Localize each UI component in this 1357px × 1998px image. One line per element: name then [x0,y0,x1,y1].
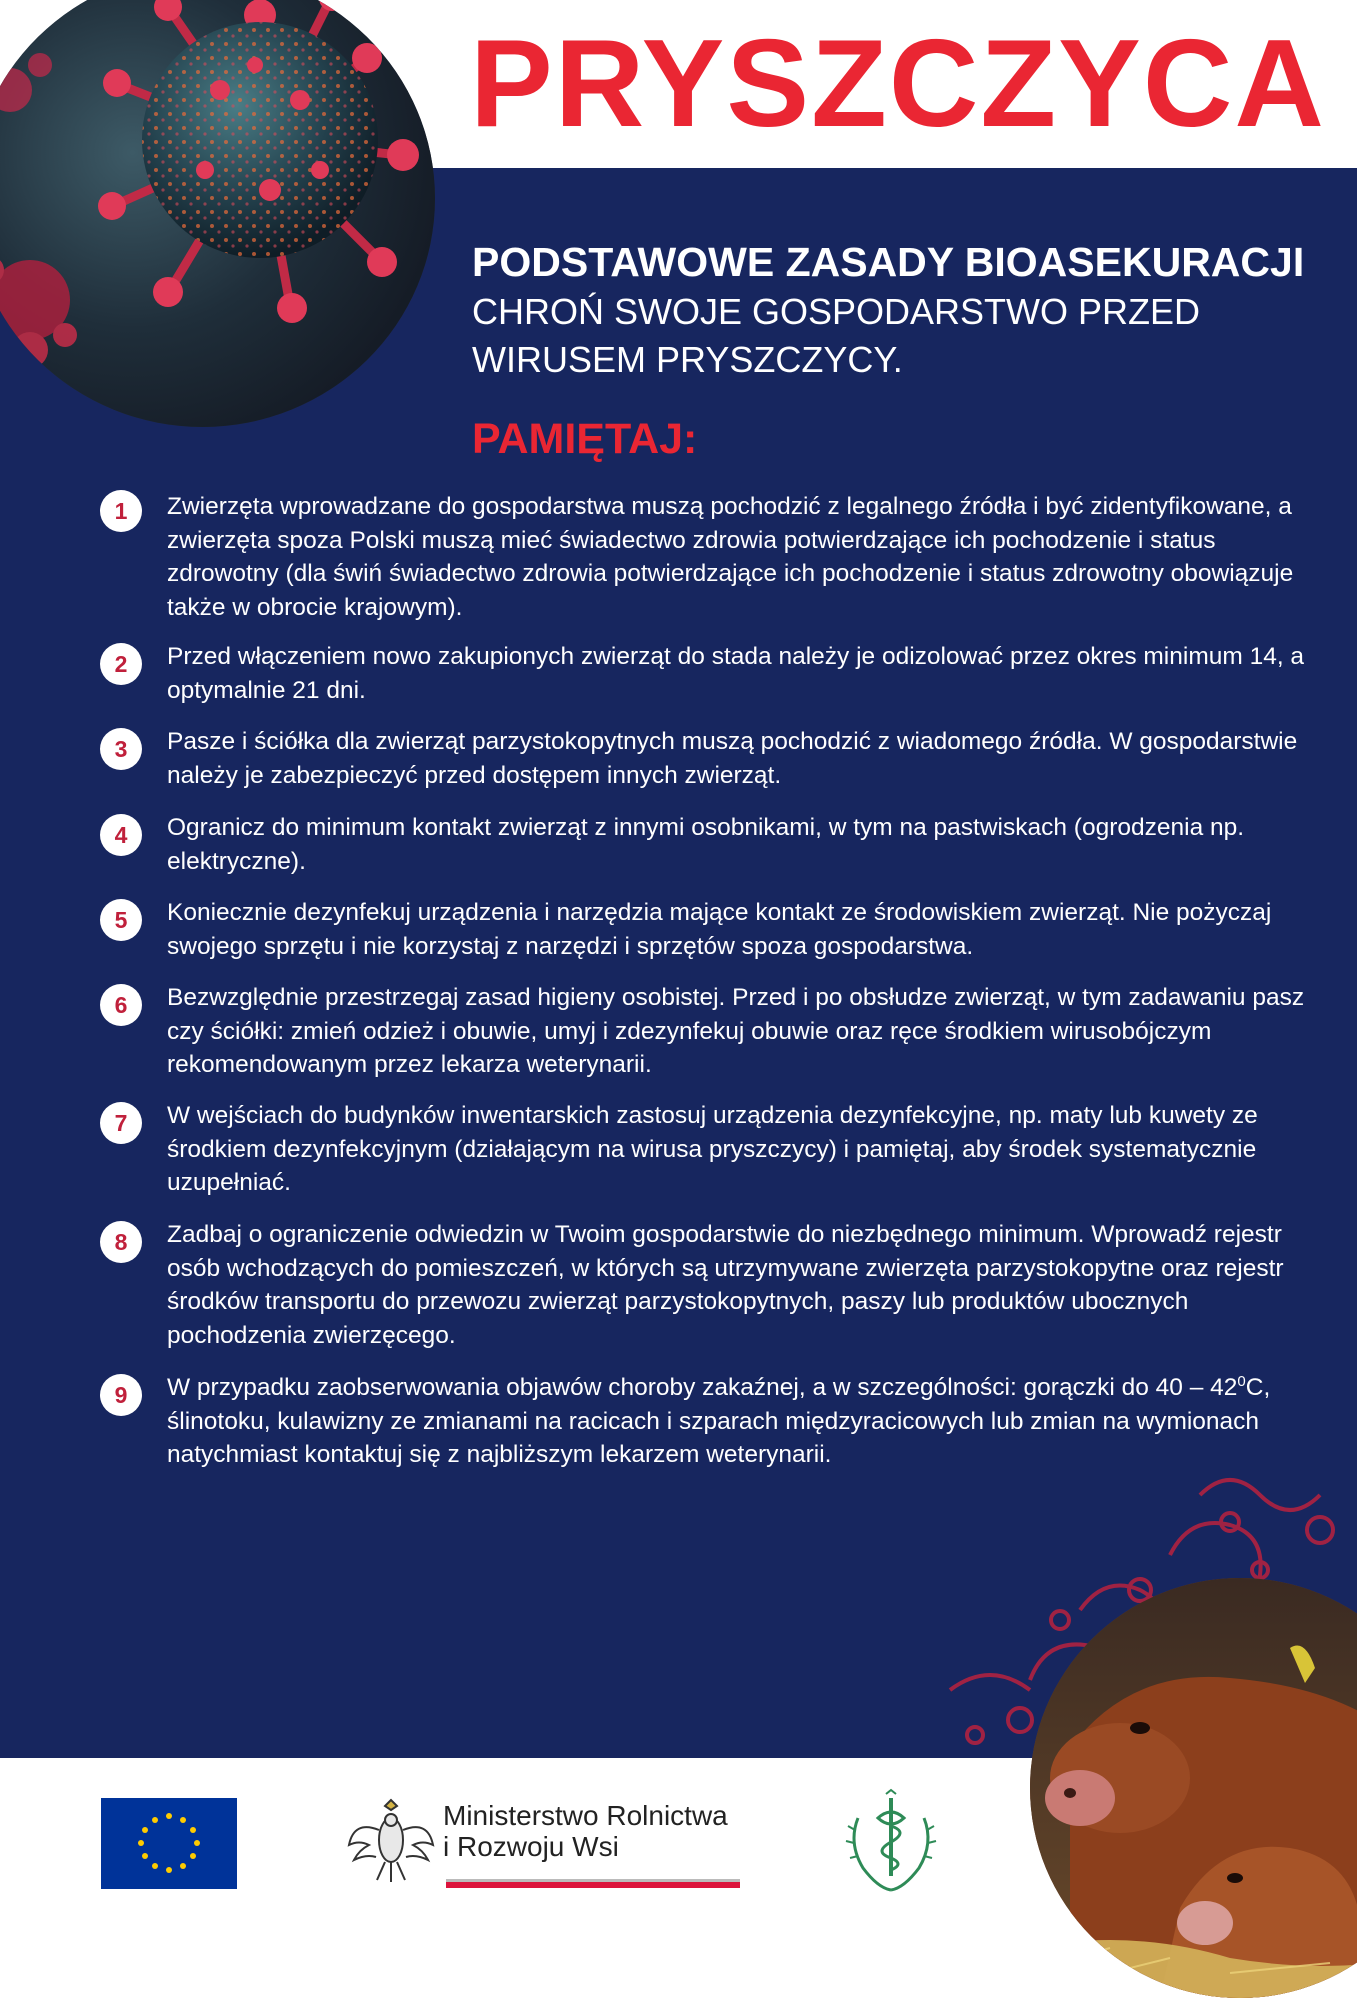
rule-text-part: C, ślinotoku, kulawizny ze zmianami na racicach i szparach międzyracicowych lub zmian na wymionach natychmiast kontaktuj się z najbliższym lekarzem weterynarii. [167,1374,1271,1468]
eu-flag-icon [101,1798,237,1889]
rule-text: Przed włączeniem nowo zakupionych zwierząt do stada należy je odizolować przez okres minimum 14, a optymalnie 21 dni. [167,643,1305,704]
ministry-name: Ministerstwo Rolnictwa i Rozwoju Wsi [443,1800,728,1862]
rule-number-badge: 3 [100,728,142,770]
rule-number-badge: 4 [100,814,142,856]
rule-text: Pasze i ściółka dla zwierząt parzystokopytnych muszą pochodzić z wiadomego źródła. W gospodarstwie należy je zabezpieczyć przed dostępem innych zwierząt. [167,728,1298,789]
rule-number-badge: 6 [100,984,142,1026]
remember-label: PAMIĘTAJ: [472,415,698,463]
rule-text: Koniecznie dezynfekuj urządzenia i narzędzia mające kontakt ze środowiskiem zwierząt. Nie pożyczaj swojego sprzętu i nie korzystaj z narzędzi i sprzętów spoza gospodarstwa. [167,899,1272,960]
page-title: PRYSZCZYCA [470,15,1326,153]
rule-number-badge: 1 [100,490,142,532]
degree-superscript: 0 [1237,1372,1246,1390]
rule-text-part: W przypadku zaobserwowania objawów choroby zakaźnej, a w szczególności: gorączki do 40 – 42 [167,1374,1238,1401]
rule-text: W wejściach do budynków inwentarskich zastosuj urządzenia dezynfekcyjne, np. maty lub kuwety ze środkiem dezynfekcyjnym (działającym na wirusa pryszczycy) i pamiętaj, aby środek systematycznie uzupełniać. [167,1102,1258,1196]
intro-heading: PODSTAWOWE ZASADY BIOASEKURACJI [472,239,1305,285]
rule-number-badge: 2 [100,643,142,685]
rule-number-badge: 9 [100,1374,142,1416]
rule-number-badge: 7 [100,1102,142,1144]
rule-text: Bezwzględnie przestrzegaj zasad higieny osobistej. Przed i po obsłudze zwierząt, w tym zadawaniu pasz czy ściółki: zmień odzież i obuwie, umyj i zdezynfekuj obuwie oraz ręce środkiem wirusobójczym rekomendowanym przez lekarza weterynarii. [167,984,1305,1078]
rule-number-badge: 8 [100,1221,142,1263]
intro-block [472,238,1332,384]
ministry-flag-stripe [446,1879,740,1888]
rule-text: Zwierzęta wprowadzane do gospodarstwa muszą pochodzić z legalnego źródła i być zidentyfikowane, a zwierzęta spoza Polski muszą mieć świadectwo zdrowia potwierdzające ich pochodzenie i status zdrowotny (dla świń świadectwo zdrowia potwierdzające ich pochodzenie i status zdrowotny obowiązuje także w obrocie krajowym). [167,493,1294,621]
veterinary-inspection-icon [838,1788,944,1894]
intro-subheading: CHROŃ SWOJE GOSPODARSTWO PRZED WIRUSEM PRYSZCZYCY. [472,291,1201,380]
rule-text: Zadbaj o ograniczenie odwiedzin w Twoim gospodarstwie do niezbędnego minimum. Wprowadź rejestr osób wchodzących do pomieszczeń, w których są utrzymywane zwierzęta parzystokopytne oraz rejestr środków transportu do przewozu zwierząt parzystokopytnych, paszy lub produktów ubocznych pochodzenia zwierzęcego. [167,1221,1284,1349]
rule-number-badge: 5 [100,899,142,941]
rule-text: Ogranicz do minimum kontakt zwierząt z innymi osobnikami, w tym na pastwiskach (ogrodzenia np. elektryczne). [167,814,1245,875]
polish-eagle-icon [345,1790,437,1890]
rule-text [167,1371,1317,1472]
